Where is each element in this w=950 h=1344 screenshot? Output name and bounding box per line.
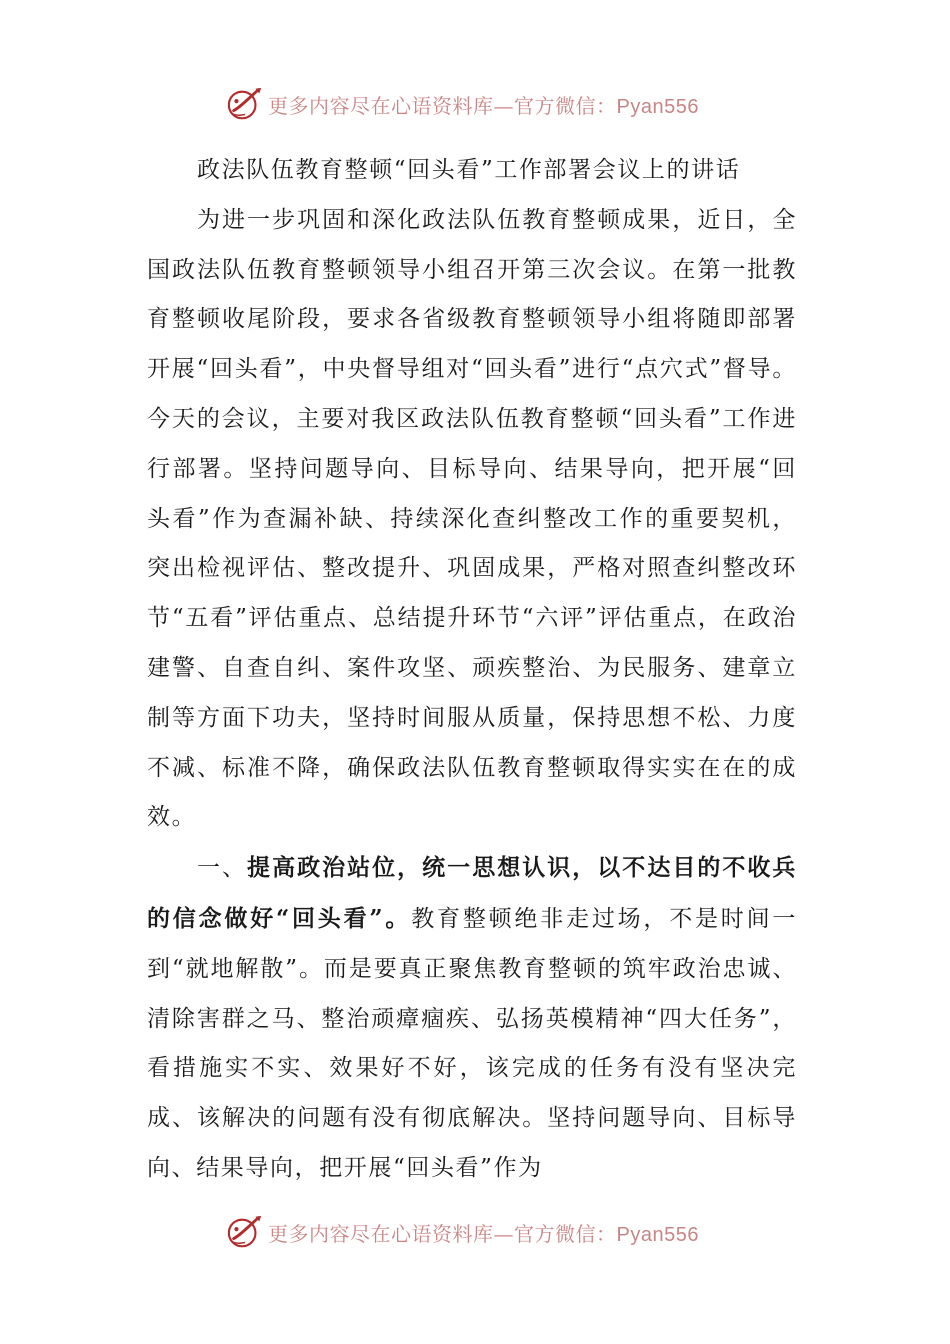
header-watermark-banner	[226, 84, 699, 124]
section-heading: 提高政治站位，统一思想认识，以不达目的不收兵的信念做好“回头看”。	[147, 854, 798, 932]
paragraph-intro: 为进一步巩固和深化政法队伍教育整顿成果，近日，全国政法队伍教育整顿领导小组召开第三次会议。在第一批教育整顿收尾阶段，要求各省级教育整顿领导小组将随即部署开展“回头看”，中央督导组对“回头看”进行“点穴式”督导。今天的会议，主要对我区政法队伍教育整顿“回头看”工作进行部署。坚持问题导向、目标导向、结果导向，把开展“回头看”作为查漏补缺、持续深化查纠整改工作的重要契机，突出检视评估、整改提升、巩固成果，严格对照查纠整改环节“五看”评估重点、总结提升环节“六评”评估重点，在政治建警、自查自纠、案件攻坚、顽疾整治、为民服务、建章立制等方面下功夫，坚持时间服从质量，保持思想不松、力度不减、标准不降，确保政法队伍教育整顿取得实实在在的成效。	[147, 206, 797, 831]
pen-circle-logo-icon	[226, 85, 264, 123]
section-body: 教育整顿绝非走过场，不是时间一到“就地解散”。而是要真正聚焦教育整顿的筑牢政治忠诚、清除害群之马、整治顽瘴痼疾、弘扬英模精神“四大任务”，看措施实不实、效果好不好，该完成的任务有没有坚决完成、该解决的问题有没有彻底解决。坚持问题导向、目标导向、结果导向，把开展“回头看”作为	[147, 905, 797, 1181]
section-number: 一、	[197, 855, 248, 882]
footer-watermark-banner	[226, 1212, 699, 1252]
document-title: 政法队伍教育整顿“回头看”工作部署会议上的讲话	[197, 157, 741, 183]
pen-circle-logo-icon	[226, 1213, 264, 1251]
paragraph-section-one	[147, 843, 797, 1194]
watermark-text: 更多内容尽在心语资料库—官方微信：Pyan556	[268, 1221, 699, 1246]
watermark-text: 更多内容尽在心语资料库—官方微信：Pyan556	[268, 93, 699, 118]
document-body	[147, 146, 797, 1194]
